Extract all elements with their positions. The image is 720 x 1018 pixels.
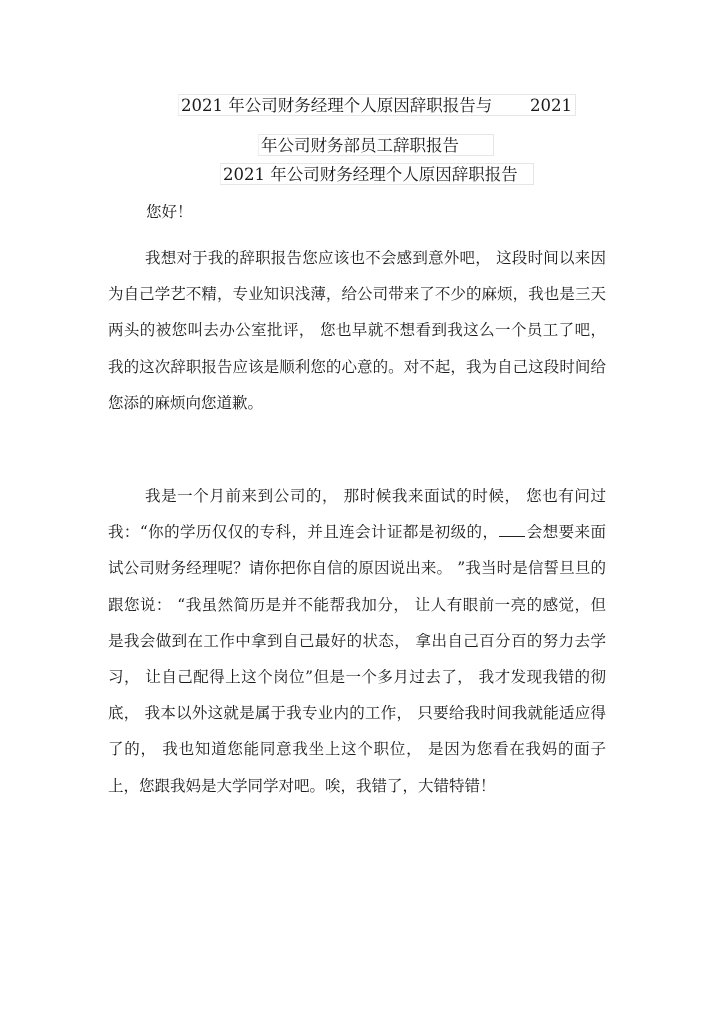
- greeting: 您好！: [146, 203, 193, 221]
- paragraph-2-part-2: 会想要来面试公司财务经理呢？请你把你自信的原因说出来。 ”我当时是信誓旦旦的跟您说： “我虽然简历是并不能帮我加分， 让人有眼前一亮的感觉，但是我会做到在工作中拿到自己最好的状态， 拿出自己百分百的努力去学习， 让自己配得上这个岗位”但是一个多月过去了， 我才发现我错的彻底， 我本以外这就是属于我专业内的工作， 只要给我时间我就能适应得了的， 我也知道您能同意我坐上这个职位， 是因为您看在我妈的面子上，您跟我妈是大学同学对吧。唉，我错了，大错特错！: [108, 523, 606, 795]
- title-line-1-year: 2021: [530, 96, 572, 115]
- title-line-1: [178, 94, 576, 116]
- title-line-3: 2021 年公司财务经理个人原因辞职报告: [220, 163, 534, 185]
- paragraph-2-part-1: 我是一个月前来到公司的， 那时候我来面试的时候， 您也有问过我：“你的学历仅仅的专科，并且连会计证都是初级的，: [108, 487, 606, 542]
- paragraph-1: 我想对于我的辞职报告您应该也不会感到意外吧， 这段时间以来因为自己学艺不精，专业知识浅薄，给公司带来了不少的麻烦，我也是三天两头的被您叫去办公室批评， 您也早就不想看到我这么一个员工了吧，我的这次辞职报告应该是顺利您的心意的。对不起，我为自己这段时间给您添的麻烦向您道歉。: [108, 249, 606, 412]
- fill-in-blank: [499, 522, 525, 537]
- title-line-2: 年公司财务部员工辞职报告: [258, 134, 494, 156]
- paragraph-2: [108, 478, 606, 804]
- title-line-1-text: 2021 年公司财务经理个人原因辞职报告与: [181, 96, 493, 115]
